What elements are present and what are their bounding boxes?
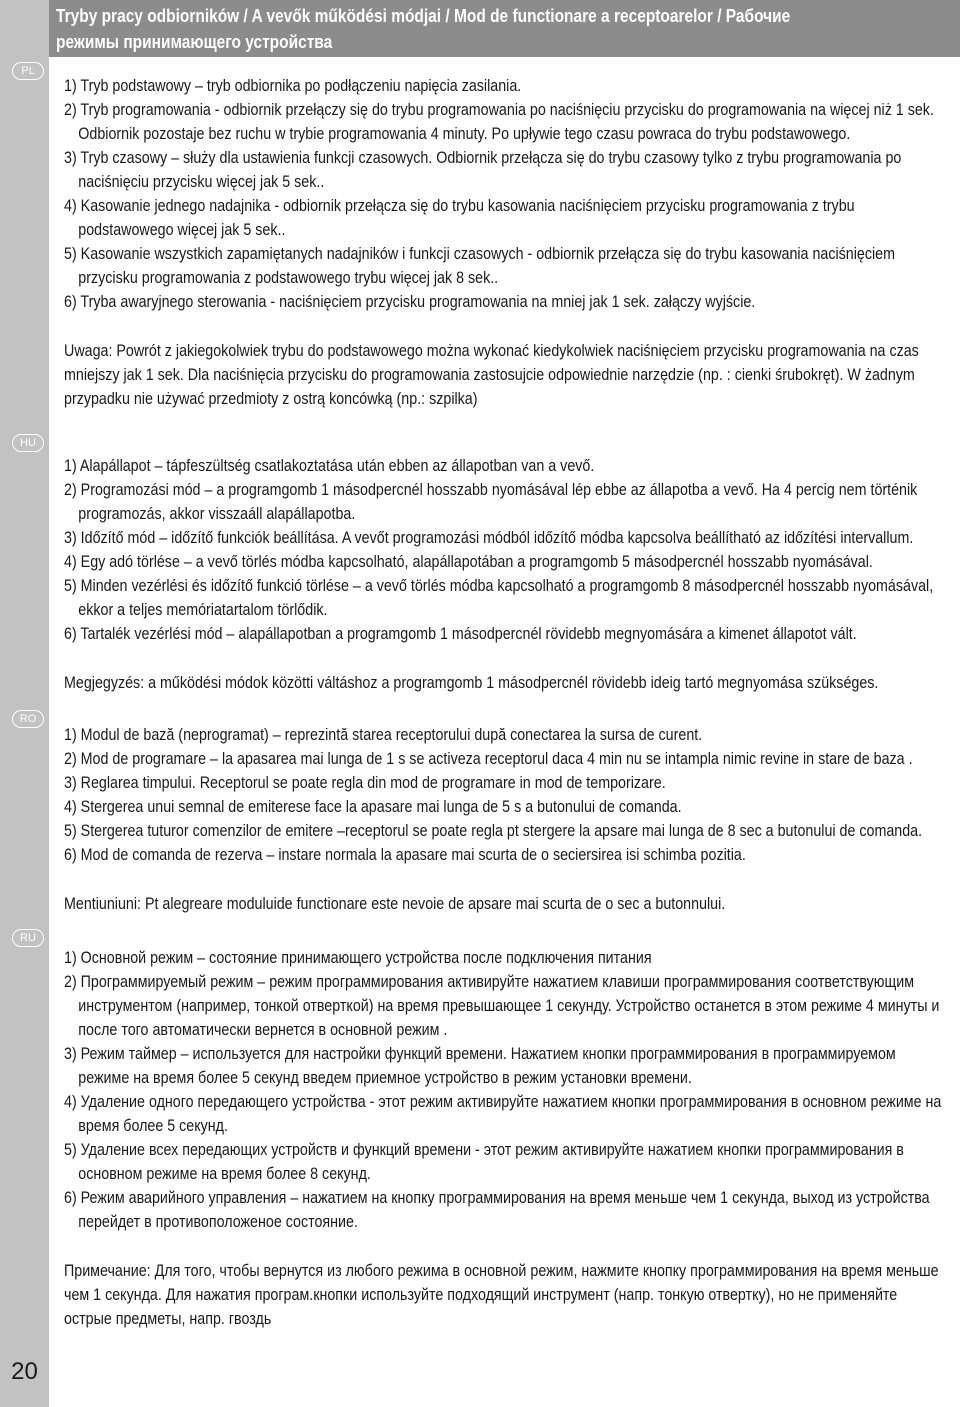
list-item: 1) Tryb podstawowy – tryb odbiornika po podłączeniu napięcia zasilania. <box>64 76 522 95</box>
list-item: 6) Mod de comanda de rezerva – instare normala la apasare mai scurta de o seciersirea isi schimba pozitia. <box>64 845 746 864</box>
list-item: 1) Основной режим – состояние принимающего устройства после подключения питания <box>64 948 652 967</box>
list-item: 3) Режим таймер – используется для настройки функций времени. Нажатием кнопки программирования в программируемом режиме на время более 5 секунд введем приемное устройство в режим установки времени. <box>64 1044 896 1087</box>
lang-badge-ru: RU <box>12 929 44 947</box>
section-note: Uwaga: Powrót z jakiegokolwiek trybu do podstawowego można wykonać kiedykolwiek naciśnięciem przycisku programowania na czas mniejszy jak 1 sek. Dla naciśnięcia przycisku do programowania zastosujcie odpowiednie narzędzie (np. : cienki śrubokręt). W żadnym przypadku nie używać przedmioty z ostrą koncówką (np.: szpilka) <box>64 341 919 408</box>
list-item: 4) Kasowanie jednego nadajnika - odbiornik przełącza się do trybu kasowania naciśnięciem przycisku programowania z trybu podstawowego więcej jak 5 sek.. <box>64 196 855 239</box>
list-item: 3) Reglarea timpului. Receptorul se poate regla din mod de programare in mod de temporizare. <box>64 773 666 792</box>
list-item: 6) Режим аварийного управления – нажатием на кнопку программирования на время меньше чем 1 секунда, выход из устройства перейдет в противоположеное состояние. <box>64 1188 930 1231</box>
lang-badge-pl: PL <box>12 62 44 80</box>
section-note: Megjegyzés: a működési módok közötti váltáshoz a programgomb 1 másodpercnél rövidebb ideig tartó megnyomása szükséges. <box>64 673 879 692</box>
list-item: 3) Időzítő mód – időzítő funkciók beállítása. A vevőt programozási módból időzítő módba kapcsolva beállítható az időzítési intervallum. <box>64 528 914 547</box>
list-item: 1) Alapállapot – tápfeszültség csatlakoztatása után ebben az állapotban van a vevő. <box>64 456 595 475</box>
list-item: 4) Удаление одного передающего устройства - этот режим активируйте нажатием кнопки программирования в основном режиме на время более 5 секунд. <box>64 1092 942 1135</box>
lang-badge-ro: RO <box>12 710 44 728</box>
list-item: 2) Tryb programowania - odbiornik przełączy się do trybu programowania po naciśnięciu przycisku do programowania na więcej niż 1 sek. Odbiornik pozostaje bez ruchu w trybie programowania 4 minuty. Po upływie tego czasu powraca do trybu podstawowego. <box>64 100 934 143</box>
sidebar <box>0 0 49 1407</box>
list-item: 5) Stergerea tuturor comenzilor de emitere –receptorul se poate regla pt stergere la apsare mai lunga de 8 sec a butonului de comanda. <box>64 821 923 840</box>
list-item: 2) Программируемый режим – режим программирования активируйте нажатием клавиши программирования соответствующим инструментом (например, тонкой отверткой) на время превышающее 1 секунду. Устройство останется в этом режиме 4 минуты и после того автоматически вернется в основной режим . <box>64 972 940 1039</box>
section-note: Примечание: Для того, чтобы вернутся из любого режима в основной режим, нажмите кнопку программирования на время меньше чем 1 секунда. Для нажатия програм.кнопки используйте подходящий инструмент (напр. тонкую отвертку), но не применяйте острые предметы, напр. гвоздь <box>64 1261 939 1328</box>
list-item: 5) Minden vezérlési és időzítő funkció törlése – a vevő törlés módba kapcsolható a programgomb 8 másodpercnél hosszabb nyomásával, ekkor a teljes memóriatartalom törlődik. <box>64 576 934 619</box>
section-hu <box>64 454 946 695</box>
section-ru <box>64 946 946 1331</box>
list-item: 5) Удаление всех передающих устройств и функций времени - этот режим активируйте нажатием кнопки программирования в основном режиме на время более 8 секунд. <box>64 1140 904 1183</box>
list-item: 2) Programozási mód – a programgomb 1 másodpercnél hosszabb nyomásával lép ebbe az állapotba a vevő. Ha 4 percig nem történik programozás, akkor visszaáll alapállapotba. <box>64 480 918 523</box>
lang-badge-hu: HU <box>12 434 44 452</box>
list-item: 3) Tryb czasowy – służy dla ustawienia funkcji czasowych. Odbiornik przełącza się do trybu czasowy tylko z trybu programowania po naciśnięciu przycisku więcej jak 5 sek.. <box>64 148 902 191</box>
list-item: 2) Mod de programare – la apasarea mai lunga de 1 s se activeza receptorul daca 4 min nu se intampla nimic revine in stare de baza . <box>64 749 913 768</box>
page-number: 20 <box>11 1358 38 1385</box>
list-item: 6) Tryba awaryjnego sterowania - naciśnięciem przycisku programowania na mniej jak 1 sek. załączy wyjście. <box>64 292 756 311</box>
list-item: 6) Tartalék vezérlési mód – alapállapotban a programgomb 1 másodpercnél rövidebb megnyomására a kimenet állapotot vált. <box>64 624 857 643</box>
section-pl <box>64 74 946 411</box>
list-item: 5) Kasowanie wszystkich zapamiętanych nadajników i funkcji czasowych - odbiornik przełącza się do trybu kasowania naciśnięciem przycisku programowania z podstawowego trybu więcej jak 8 sek.. <box>64 244 896 287</box>
list-item: 4) Egy adó törlése – a vevő törlés módba kapcsolható, alapállapotában a programgomb 5 másodpercnél hosszabb nyomásával. <box>64 552 873 571</box>
list-item: 1) Modul de bază (neprogramat) – reprezintă starea receptorului după conectarea la sursa de curent. <box>64 725 703 744</box>
page-title: Tryby pracy odbiorników / A vevők működési módjai / Mod de functionare a receptoarelor / Рабочие режимы принимающего устройства <box>56 6 791 52</box>
section-ro <box>64 723 946 916</box>
section-note: Mentiuniuni: Pt alegreare moduluide functionare este nevoie de apsare mai scurta de o sec a butonnului. <box>64 894 726 913</box>
list-item: 4) Stergerea unui semnal de emiterese face la apasare mai lunga de 5 s a butonului de comanda. <box>64 797 682 816</box>
